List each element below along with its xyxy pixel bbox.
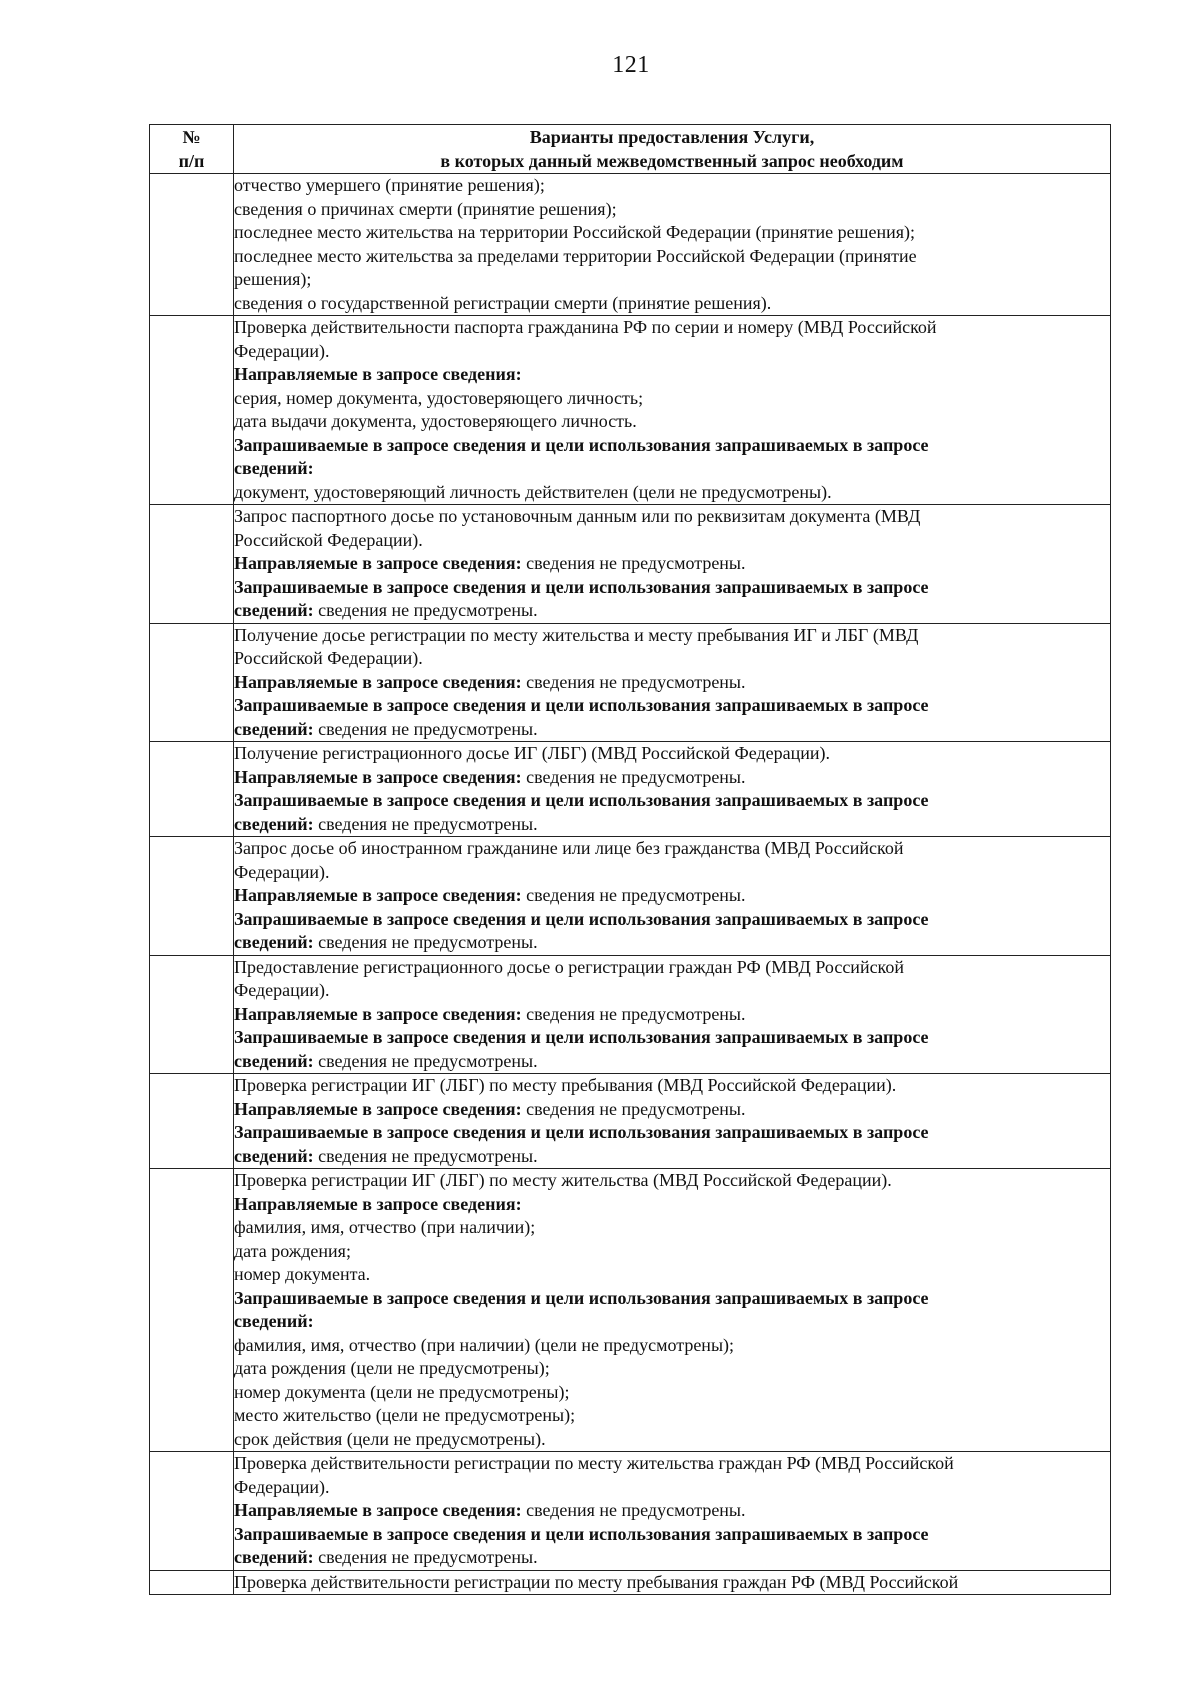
- row-description-cell: [234, 316, 1111, 505]
- description-line: [234, 1357, 1110, 1381]
- table-row: [150, 742, 1111, 837]
- row-number-cell: [150, 505, 234, 624]
- row-description-cell: [234, 1570, 1111, 1595]
- table-row: [150, 1169, 1111, 1452]
- description-line: [234, 576, 1110, 600]
- description-line: [234, 1169, 1110, 1193]
- description-line: [234, 316, 1110, 340]
- description-line: [234, 1499, 1110, 1523]
- line-text: Предоставление регистрационного досье о регистрации граждан РФ (МВД Российской: [234, 956, 905, 977]
- description-line: [234, 1003, 1110, 1027]
- description-line: [234, 1452, 1110, 1476]
- table-row: [150, 623, 1111, 742]
- row-number-cell: [150, 623, 234, 742]
- line-text: срок действия (цели не предусмотрены).: [234, 1428, 546, 1449]
- description-line: [234, 434, 1110, 458]
- description-line: [234, 1074, 1110, 1098]
- line-text: дата рождения (цели не предусмотрены);: [234, 1358, 550, 1378]
- description-line: [234, 1404, 1110, 1428]
- description-line: [234, 245, 1110, 269]
- description-line: [234, 837, 1110, 861]
- description-line: [234, 647, 1110, 671]
- description-line: [234, 1546, 1110, 1570]
- bold-label: Направляемые в запросе сведения:: [234, 1003, 522, 1024]
- bold-label: Запрашиваемые в запросе сведения и цели использования запрашиваемых в запросе: [234, 695, 929, 715]
- line-text: Федерации).: [234, 340, 330, 361]
- table-row: [150, 1452, 1111, 1571]
- row-number-cell: [150, 316, 234, 505]
- line-text: сведения не предусмотрены.: [313, 813, 538, 834]
- description-line: [234, 174, 1110, 198]
- line-text: последнее место жительства на территории Российской Федерации (принятие решения);: [234, 222, 916, 242]
- row-description-cell: [234, 1169, 1111, 1452]
- description-line: [234, 268, 1110, 292]
- row-number-cell: [150, 742, 234, 837]
- description-line: [234, 505, 1110, 529]
- description-line: [234, 1287, 1110, 1311]
- description-line: [234, 931, 1110, 955]
- description-line: [234, 529, 1110, 553]
- row-description-cell: [234, 174, 1111, 316]
- line-text: Запрос паспортного досье по установочным данным или по реквизитам документа (МВД: [234, 506, 921, 526]
- line-text: Российской Федерации).: [234, 648, 423, 668]
- table-row: [150, 1074, 1111, 1169]
- bold-label: сведений:: [234, 813, 314, 834]
- description-line: [234, 1263, 1110, 1287]
- bold-label: сведений:: [234, 1050, 314, 1071]
- header-variants-subtitle: в которых данный межведомственный запрос необходим: [440, 151, 904, 171]
- row-number-cell: [150, 1074, 234, 1169]
- line-text: Запрос досье об иностранном гражданине или лице без гражданства (МВД Российской: [234, 838, 904, 858]
- line-text: сведения не предусмотрены.: [521, 766, 746, 787]
- description-line: [234, 1523, 1110, 1547]
- description-line: [234, 1026, 1110, 1050]
- bold-label: Запрашиваемые в запросе сведения и цели использования запрашиваемых в запросе: [234, 1523, 929, 1544]
- line-text: Получение досье регистрации по месту жительства и месту пребывания ИГ и ЛБГ (МВД: [234, 624, 919, 645]
- line-text: сведения не предусмотрены.: [313, 1145, 538, 1166]
- bold-label: Запрашиваемые в запросе сведения и цели использования запрашиваемых в запросе: [234, 790, 929, 810]
- row-description-cell: [234, 623, 1111, 742]
- table-row: [150, 837, 1111, 956]
- header-number-symbol: №: [182, 127, 201, 147]
- description-line: [234, 956, 1110, 980]
- line-text: последнее место жительства за пределами территории Российской Федерации (принятие: [234, 245, 917, 266]
- description-line: [234, 410, 1110, 434]
- line-text: сведения не предусмотрены.: [521, 671, 746, 692]
- bold-label: сведений:: [234, 600, 314, 620]
- table-row: [150, 316, 1111, 505]
- description-line: [234, 1216, 1110, 1240]
- line-text: Проверка действительности регистрации по месту пребывания граждан РФ (МВД Российской: [234, 1571, 959, 1592]
- bold-label: сведений:: [234, 718, 314, 739]
- page-number: 121: [612, 52, 650, 78]
- line-text: сведения не предусмотрены.: [313, 1050, 538, 1071]
- description-line: [234, 671, 1110, 695]
- line-text: сведения не предусмотрены.: [521, 1098, 746, 1119]
- bold-label: Направляемые в запросе сведения:: [234, 671, 522, 692]
- bold-label: Направляемые в запросе сведения:: [234, 1098, 522, 1119]
- row-description-cell: [234, 1452, 1111, 1571]
- bold-label: Направляемые в запросе сведения:: [234, 1500, 522, 1520]
- bold-label: сведений:: [234, 1547, 314, 1567]
- line-text: решения);: [234, 269, 312, 289]
- line-text: Проверка действительности регистрации по месту жительства граждан РФ (МВД Российской: [234, 1453, 954, 1473]
- description-line: [234, 1334, 1110, 1358]
- bold-label: Направляемые в запросе сведения:: [234, 364, 522, 384]
- line-text: сведения не предусмотрены.: [313, 932, 538, 952]
- bold-label: Запрашиваемые в запросе сведения и цели использования запрашиваемых в запросе: [234, 1122, 929, 1142]
- bold-label: Направляемые в запросе сведения:: [234, 885, 522, 905]
- line-text: номер документа (цели не предусмотрены);: [234, 1381, 570, 1402]
- description-line: [234, 1476, 1110, 1500]
- bold-label: Запрашиваемые в запросе сведения и цели использования запрашиваемых в запросе: [234, 1287, 929, 1308]
- row-description-cell: [234, 505, 1111, 624]
- bold-label: сведений:: [234, 932, 314, 952]
- line-text: сведения не предусмотрены.: [313, 600, 538, 620]
- description-line: [234, 1050, 1110, 1074]
- description-line: [234, 1121, 1110, 1145]
- description-line: [234, 387, 1110, 411]
- row-description-cell: [234, 837, 1111, 956]
- line-text: серия, номер документа, удостоверяющего личность;: [234, 387, 644, 408]
- description-line: [234, 718, 1110, 742]
- line-text: дата выдачи документа, удостоверяющего личность.: [234, 411, 637, 431]
- description-line: [234, 1193, 1110, 1217]
- description-line: [234, 789, 1110, 813]
- bold-label: сведений:: [234, 1145, 314, 1166]
- description-line: [234, 624, 1110, 648]
- header-variants-title: Варианты предоставления Услуги,: [529, 127, 815, 147]
- description-line: [234, 292, 1110, 316]
- bold-label: сведений:: [234, 1311, 314, 1331]
- row-number-cell: [150, 837, 234, 956]
- table-row: [150, 174, 1111, 316]
- description-line: [234, 340, 1110, 364]
- description-line: [234, 198, 1110, 222]
- description-line: [234, 1145, 1110, 1169]
- bold-label: Запрашиваемые в запросе сведения и цели использования запрашиваемых в запросе: [234, 576, 929, 597]
- line-text: сведения не предусмотрены.: [313, 1547, 538, 1567]
- description-line: [234, 1098, 1110, 1122]
- bold-label: сведений:: [234, 458, 314, 478]
- table-header-row: [150, 125, 1111, 174]
- description-line: [234, 694, 1110, 718]
- header-number-cell: [150, 125, 234, 174]
- bold-label: Запрашиваемые в запросе сведения и цели использования запрашиваемых в запросе: [234, 434, 929, 455]
- line-text: сведения о государственной регистрации смерти (принятие решения).: [234, 292, 772, 313]
- description-line: [234, 363, 1110, 387]
- description-line: [234, 481, 1110, 505]
- line-text: фамилия, имя, отчество (при наличии) (цели не предусмотрены);: [234, 1334, 735, 1355]
- description-line: [234, 1310, 1110, 1334]
- line-text: сведения не предусмотрены.: [313, 718, 538, 739]
- row-number-cell: [150, 1169, 234, 1452]
- row-number-cell: [150, 174, 234, 316]
- description-line: [234, 813, 1110, 837]
- table-row: [150, 505, 1111, 624]
- bold-label: Запрашиваемые в запросе сведения и цели использования запрашиваемых в запросе: [234, 1027, 929, 1047]
- line-text: Получение регистрационного досье ИГ (ЛБГ) (МВД Российской Федерации).: [234, 743, 831, 763]
- description-line: [234, 861, 1110, 885]
- line-text: Проверка действительности паспорта гражданина РФ по серии и номеру (МВД Российской: [234, 317, 937, 337]
- row-number-cell: [150, 1570, 234, 1595]
- description-line: [234, 599, 1110, 623]
- description-line: [234, 552, 1110, 576]
- line-text: номер документа.: [234, 1264, 371, 1284]
- table-row: [150, 955, 1111, 1074]
- line-text: отчество умершего (принятие решения);: [234, 175, 545, 195]
- line-text: сведения не предусмотрены.: [521, 1003, 746, 1024]
- line-text: Российской Федерации).: [234, 529, 423, 550]
- services-table: [149, 124, 1111, 1595]
- table-body: [150, 174, 1111, 1595]
- line-text: Федерации).: [234, 861, 330, 882]
- bold-label: Направляемые в запросе сведения:: [234, 1193, 522, 1214]
- row-description-cell: [234, 1074, 1111, 1169]
- line-text: Федерации).: [234, 980, 330, 1000]
- line-text: фамилия, имя, отчество (при наличии);: [234, 1217, 536, 1237]
- line-text: Федерации).: [234, 1476, 330, 1497]
- header-variants-cell: [234, 125, 1111, 174]
- table-row: [150, 1570, 1111, 1595]
- row-description-cell: [234, 955, 1111, 1074]
- bold-label: Направляемые в запросе сведения:: [234, 553, 522, 573]
- line-text: дата рождения;: [234, 1240, 351, 1261]
- bold-label: Запрашиваемые в запросе сведения и цели использования запрашиваемых в запросе: [234, 908, 929, 929]
- line-text: место жительство (цели не предусмотрены);: [234, 1405, 576, 1425]
- description-line: [234, 1381, 1110, 1405]
- description-line: [234, 884, 1110, 908]
- header-number-abbrev: п/п: [178, 151, 205, 171]
- description-line: [234, 1240, 1110, 1264]
- row-description-cell: [234, 742, 1111, 837]
- description-line: [234, 979, 1110, 1003]
- description-line: [234, 457, 1110, 481]
- row-number-cell: [150, 955, 234, 1074]
- line-text: сведения не предусмотрены.: [521, 1500, 746, 1520]
- line-text: документ, удостоверяющий личность действителен (цели не предусмотрены).: [234, 481, 832, 502]
- line-text: Проверка регистрации ИГ (ЛБГ) по месту жительства (МВД Российской Федерации).: [234, 1170, 892, 1190]
- row-number-cell: [150, 1452, 234, 1571]
- bold-label: Направляемые в запросе сведения:: [234, 766, 522, 787]
- description-line: [234, 908, 1110, 932]
- description-line: [234, 766, 1110, 790]
- line-text: сведения не предусмотрены.: [521, 885, 746, 905]
- line-text: Проверка регистрации ИГ (ЛБГ) по месту пребывания (МВД Российской Федерации).: [234, 1075, 897, 1095]
- description-line: [234, 221, 1110, 245]
- description-line: [234, 1428, 1110, 1452]
- description-line: [234, 1571, 1110, 1595]
- line-text: сведения о причинах смерти (принятие решения);: [234, 198, 617, 219]
- description-line: [234, 742, 1110, 766]
- line-text: сведения не предусмотрены.: [521, 553, 746, 573]
